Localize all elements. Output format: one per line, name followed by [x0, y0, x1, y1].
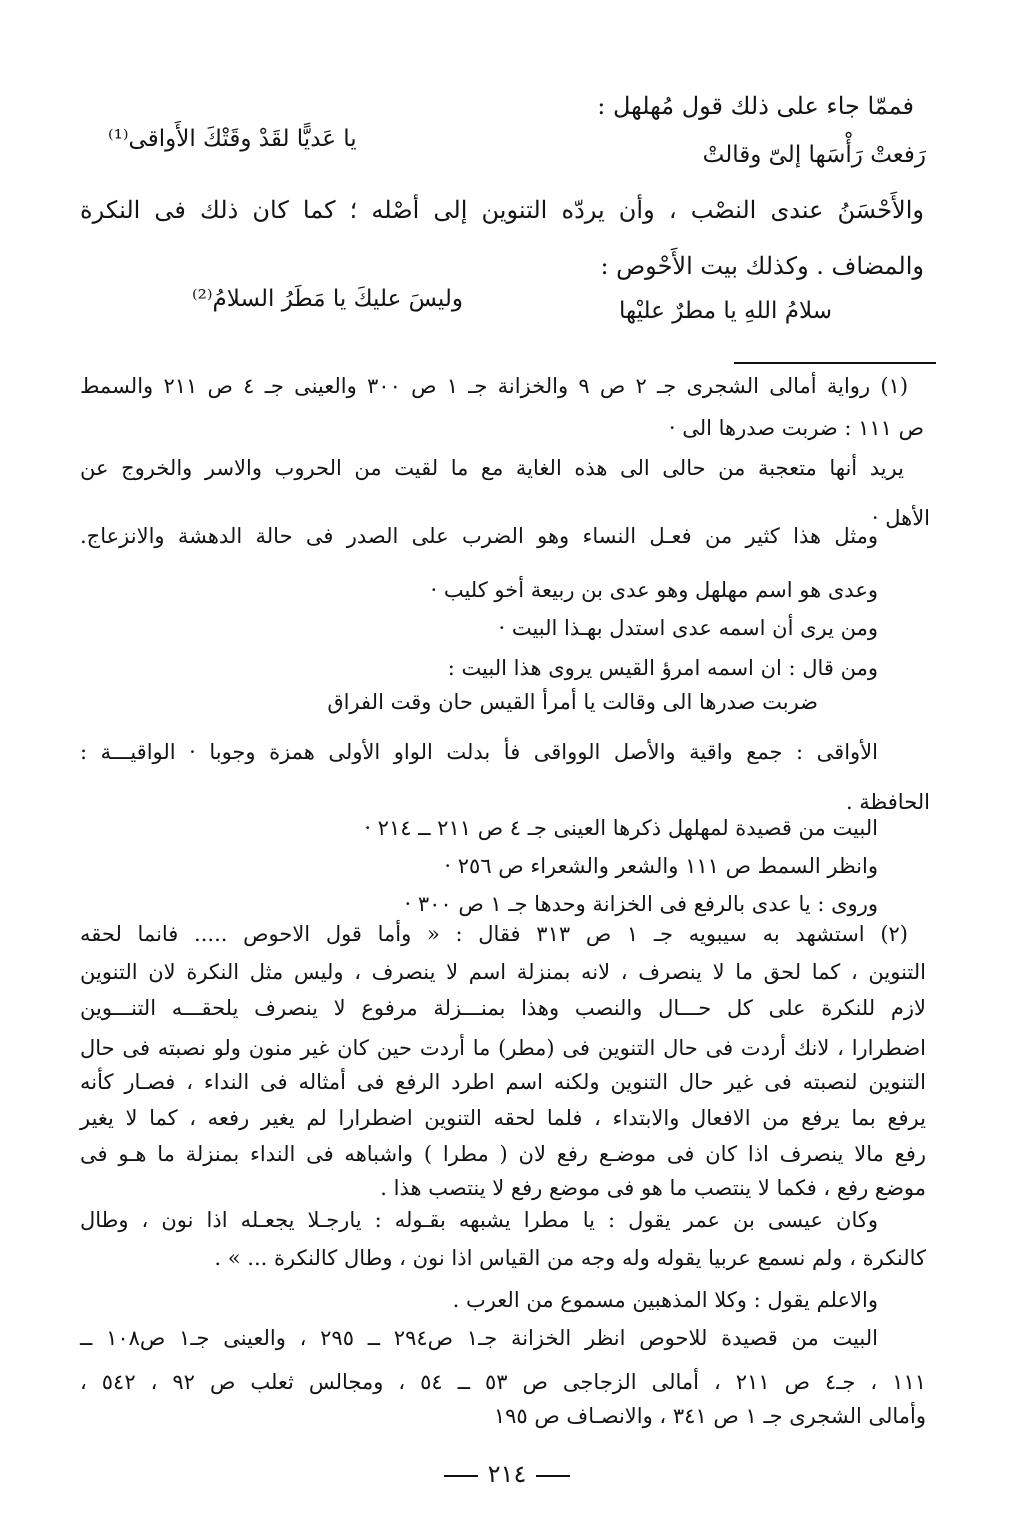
page-number-dash [444, 1475, 478, 1477]
footnote-line: ومن يرى أن اسمه عدى استدل بهـذا البيت · [498, 616, 878, 640]
footnote-separator [734, 362, 936, 364]
footnote-verse-line: ضربت صدرها الى وقالت يا أمرأ القيس حان وقت الفراق [327, 690, 818, 714]
footnote-line: وانظر السمط ص ١١١ والشعر والشعراء ص ٢٥٦ · [444, 854, 878, 878]
footnote-line: وعدى هو اسم مهلهل وهو عدى بن ربيعة أخو كليب · [430, 578, 878, 602]
verse1-first-hemistich: رَفعتْ رَأْسَها إلىّ وقالتْ [702, 142, 926, 168]
verse2-second-hemistich: وليسَ عليكَ يا مَطَرُ السلامُ⁽²⁾ [192, 286, 463, 312]
body-line: والمضاف . وكذلك بيت الأَحْوص : [600, 252, 924, 280]
footnote-line: الأهل · [871, 506, 930, 530]
footnote-line: التنوين لنصبته فى غير حال التنوين ولكنه اسم اطرد الرفع فى أمثاله فى النداء ، فصـار كأنه [80, 1070, 926, 1094]
footnote-line: البيت من قصيدة لمهلهل ذكرها العينى جـ ٤ ص ٢١١ ــ ٢١٤ · [364, 816, 878, 840]
footnote-line: التنوين ، كما لحق ما لا ينصرف ، لانه بمنزلة اسم لا ينصرف ، وليس مثل النكرة لان التنوين [80, 960, 926, 984]
footnote-line: ١١١ ، جـ٤ ص ٢١١ ، أمالى الزجاجى ص ٥٣ ــ ٥٤ ، ومجالس ثعلب ص ٩٢ ، ٥٤٢ ، [80, 1370, 927, 1394]
body-line: والأَحْسَنُ عندى النصْب ، وأن يردّه التنوين إلى أصْله ؛ كما كان ذلك فى النكرة [80, 196, 924, 224]
footnote-line: ومثل هذا كثير من فعـل النساء وهو الضرب على الصدر فى حالة الدهشة والانزعاج. [80, 524, 878, 548]
footnote-line: موضع رفع ، فكما لا ينتصب ما هو فى موضع رفع لا ينتصب هذا . [380, 1176, 926, 1200]
page-number-text: ٢١٤ [487, 1460, 527, 1488]
footnote-line: اضطرارا ، لانك أردت فى حال التنوين فى (مطر) ما أردت حين كان غير منون ولو نصبته فى حال [80, 1036, 926, 1060]
verse2-first-hemistich: سلامُ اللهِ يا مطرٌ عليْها [619, 298, 832, 324]
footnote-line: والاعلم يقول : وكلا المذهبين مسموع من العرب . [452, 1288, 878, 1312]
footnote-line: الحافظة . [845, 790, 930, 814]
footnote-line: يرفع بما يرفع من الافعال والابتداء ، فلما لحقه التنوين اضطرارا لم يغير رفعه ، كما لا يغير [80, 1106, 926, 1130]
footnote-line: لازم للنكرة على كل حـــال والنصب وهذا بمنـــزلة مرفوع لا ينصرف يلحقـــه التنـــوين [80, 996, 926, 1020]
footnote-line: ومن قال : ان اسمه امرؤ القيس يروى هذا البيت : [447, 656, 878, 680]
footnote-line: رفع مالا ينصرف اذا كان فى موضـع رفع لان ( مطرا ) واشباهه فى النداء بمنزلة ما هـو فى [80, 1142, 926, 1166]
footnote-line: يريد أنها متعجبة من حالى الى هذه الغاية مع ما لقيت من الحروب والاسر والخروج عن [80, 456, 904, 480]
page-number [0, 1460, 1014, 1488]
footnote-line: وروى : يا عدى بالرفع فى الخزانة وحدها جـ ١ ص ٣٠٠ · [404, 892, 878, 916]
footnote-line: (٢) استشهد به سيبويه جـ ١ ص ٣١٣ فقال : « وأما قول الاحوص ..... فانما لحقه [80, 922, 908, 946]
page-number-dash [536, 1475, 570, 1477]
footnote-line: وكان عيسى بن عمر يقول : يا مطرا يشبهه بقـوله : يارجـلا يجعـله اذا نون ، وطال [80, 1208, 878, 1232]
footnote-line: (١) رواية أمالى الشجرى جـ ٢ ص ٩ والخزانة جـ ١ ص ٣٠٠ والعينى جـ ٤ ص ٢١١ والسمط [80, 374, 909, 398]
intro-line: فممّا جاء على ذلك قول مُهلهل : [597, 92, 914, 120]
footnote-line: البيت من قصيدة للاحوص انظر الخزانة جـ١ ص٢٩٤ ــ ٢٩٥ ، والعينى جـ١ ص١٠٨ ــ [80, 1326, 878, 1350]
footnote-line: ص ١١١ : ضربت صدرها الى · [668, 416, 924, 440]
verse1-second-hemistich: يا عَديًّا لقَدْ وقَتْكَ الأَواقى⁽¹⁾ [108, 126, 357, 152]
footnote-line: وأمالى الشجرى جـ ١ ص ٣٤١ ، والانصـاف ص ١٩٥ [493, 1404, 926, 1428]
footnote-line: الأواقى : جمع واقية والأصل الوواقى فأ بدلت الواو الأولى همزة وجوبا · الواقيـــة : [80, 740, 878, 764]
footnote-line: كالنكرة ، ولم نسمع عربيا يقوله وله وجه من القياس اذا نون ، وطال كالنكرة ... » . [214, 1246, 926, 1270]
